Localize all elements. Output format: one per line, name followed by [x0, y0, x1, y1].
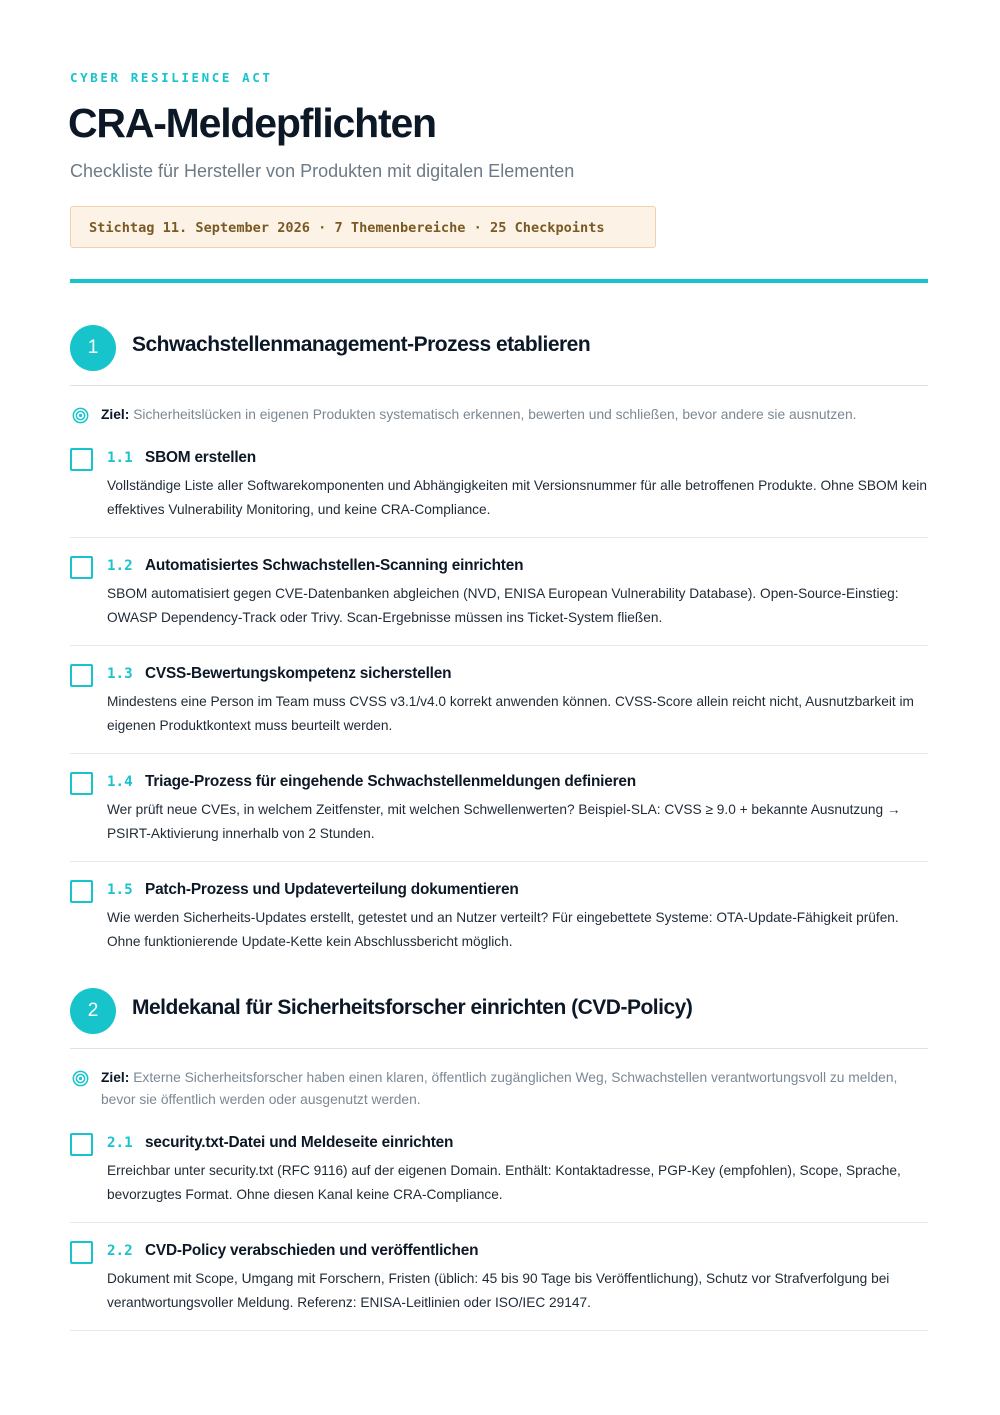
item-number: 1.4 — [107, 774, 133, 790]
item-title: CVSS-Bewertungskompetenz sicherstellen — [145, 665, 452, 682]
item-description: Mindestens eine Person im Team muss CVSS v3.1/v4.0 korrekt anwenden können. CVSS-Score allein reicht nicht, Ausnutzbarkeit im eigenen Produktkontext muss beurteilt werden. — [107, 694, 914, 733]
goal-label: Ziel: — [101, 1070, 130, 1085]
item-title: SBOM erstellen — [145, 449, 256, 466]
section-cvd-policy — [70, 988, 928, 1330]
item-checkbox[interactable] — [70, 1241, 93, 1264]
item-description: Wer prüft neue CVEs, in welchem Zeitfenster, mit welchen Schwellenwerten? Beispiel-SLA: CVSS ≥ 9.0 + bekannte Ausnutzung → PSIRT-Aktivierung innerhalb von 2 Stunden. — [107, 802, 901, 841]
item-checkbox[interactable] — [70, 556, 93, 579]
checklist-item — [70, 1223, 928, 1330]
goal-text: Externe Sicherheitsforscher haben einen klaren, öffentlich zugänglichen Weg, Schwachstellen verantwortungsvoll zu melden, bevor sie öffentlich werden oder ausgenutzt werden. — [101, 1070, 898, 1107]
goal-label: Ziel: — [101, 407, 130, 422]
item-description: Vollständige Liste aller Softwarekomponenten und Abhängigkeiten mit Versionsnummer für alle betroffenen Produkte. Ohne SBOM kein effektives Vulnerability Monitoring, und keine CRA-Compliance. — [107, 478, 927, 517]
section-header — [70, 325, 928, 386]
item-title: Automatisiertes Schwachstellen-Scanning einrichten — [145, 557, 524, 574]
header-divider — [70, 279, 928, 283]
section-goal — [70, 1067, 928, 1111]
item-checkbox[interactable] — [70, 772, 93, 795]
item-number: 2.2 — [107, 1243, 133, 1259]
checklist — [70, 1132, 928, 1330]
checklist — [70, 447, 928, 969]
section-header — [70, 988, 928, 1049]
section-goal — [70, 404, 928, 426]
item-checkbox[interactable] — [70, 448, 93, 471]
section-title: Schwachstellenmanagement-Prozess etablieren — [132, 333, 591, 356]
item-number: 1.5 — [107, 882, 133, 898]
item-checkbox[interactable] — [70, 880, 93, 903]
section-title: Meldekanal für Sicherheitsforscher einrichten (CVD-Policy) — [132, 996, 693, 1019]
checklist-item — [70, 1132, 928, 1223]
item-description: Erreichbar unter security.txt (RFC 9116) auf der eigenen Domain. Enthält: Kontaktadresse, PGP-Key (empfohlen), Scope, Sprache, bevorzugtes Format. Ohne diesen Kanal keine CRA-Compliance. — [107, 1163, 901, 1202]
eyebrow-label: CYBER RESILIENCE ACT — [70, 70, 273, 85]
item-title: Triage-Prozess für eingehende Schwachstellenmeldungen definieren — [145, 773, 636, 790]
item-checkbox[interactable] — [70, 664, 93, 687]
checklist-item — [70, 862, 928, 969]
item-description: Dokument mit Scope, Umgang mit Forschern, Fristen (üblich: 45 bis 90 Tage bis Veröffentlichung), Schutz vor Strafverfolgung bei verantwortungsvoller Meldung. Referenz: ENISA-Leitlinien oder ISO/IEC 29147. — [107, 1271, 890, 1310]
section-vulnerability-management — [70, 325, 928, 969]
item-description: SBOM automatisiert gegen CVE-Datenbanken abgleichen (NVD, ENISA European Vulnerability Database). Open-Source-Einstieg: OWASP Dependency-Track oder Trivy. Scan-Ergebnisse müssen ins Ticket-System fließen. — [107, 586, 899, 625]
section-number-badge: 1 — [70, 325, 116, 371]
item-checkbox[interactable] — [70, 1133, 93, 1156]
checklist-item — [70, 754, 928, 862]
item-number: 1.3 — [107, 666, 133, 682]
target-icon — [72, 407, 89, 424]
item-title: CVD-Policy verabschieden und veröffentlichen — [145, 1242, 479, 1259]
checklist-item — [70, 538, 928, 646]
checklist-item — [70, 447, 928, 538]
bottom-divider — [70, 1330, 928, 1331]
item-number: 2.1 — [107, 1135, 133, 1151]
item-title: security.txt-Datei und Meldeseite einrichten — [145, 1134, 454, 1151]
checklist-item — [70, 646, 928, 754]
goal-text: Sicherheitslücken in eigenen Produkten systematisch erkennen, bewerten und schließen, bevor andere sie ausnutzen. — [133, 407, 857, 422]
item-number: 1.2 — [107, 558, 133, 574]
page-subtitle: Checkliste für Hersteller von Produkten mit digitalen Elementen — [70, 161, 575, 181]
target-icon — [72, 1070, 89, 1087]
item-title: Patch-Prozess und Updateverteilung dokumentieren — [145, 881, 519, 898]
section-number-badge: 2 — [70, 988, 116, 1034]
item-number: 1.1 — [107, 450, 133, 466]
item-description: Wie werden Sicherheits-Updates erstellt, getestet und an Nutzer verteilt? Für eingebettete Systeme: OTA-Update-Fähigkeit prüfen. Ohne funktionierende Update-Kette kein Abschlussbericht möglich. — [107, 910, 899, 949]
deadline-badge: Stichtag 11. September 2026 · 7 Themenbereiche · 25 Checkpoints — [70, 206, 656, 248]
page-title: CRA-Meldepflichten — [68, 100, 436, 146]
